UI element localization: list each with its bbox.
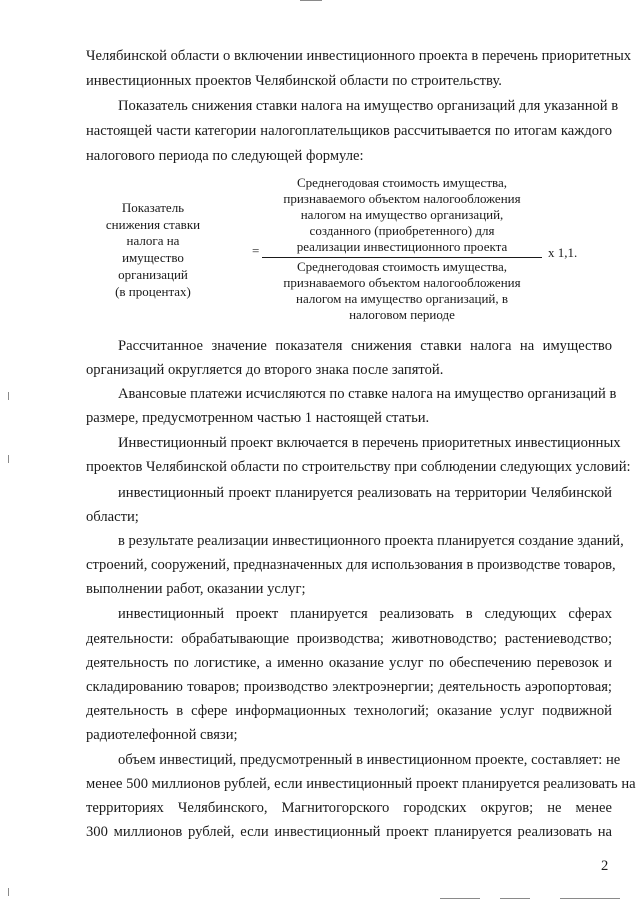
formula-denominator-line: признаваемого объектом налогообложения bbox=[283, 275, 521, 290]
body-line: инвестиционный проект планируется реализовать на территории Челябинской bbox=[118, 485, 612, 501]
body-line: территориях Челябинского, Магнитогорского городских округов; не менее bbox=[86, 800, 612, 816]
scan-mark-top bbox=[300, 0, 322, 1]
body-line: Авансовые платежи исчисляются по ставке налога на имущество организаций в bbox=[118, 386, 617, 402]
paragraph-line: Показатель снижения ставки налога на имущество организаций для указанной в bbox=[118, 98, 619, 114]
formula-left-label bbox=[80, 200, 226, 300]
body-line: менее 500 миллионов рублей, если инвестиционный проект планируется реализовать на bbox=[86, 776, 636, 792]
body-line: радиотелефонной связи; bbox=[86, 727, 238, 743]
paragraph-line: налогового периода по следующей формуле: bbox=[86, 148, 364, 164]
paragraph-line: Челябинской области о включении инвестиционного проекта в перечень приоритетных bbox=[86, 48, 632, 64]
formula-label-line: имущество bbox=[122, 250, 184, 266]
formula-numerator-line: Среднегодовая стоимость имущества, bbox=[297, 175, 507, 190]
formula-label-line: снижения ставки bbox=[105, 216, 201, 232]
paragraph-line: инвестиционных проектов Челябинской области по строительству. bbox=[86, 73, 502, 89]
body-line: складированию товаров; производство электроэнергии; деятельность аэропортовая; bbox=[86, 679, 612, 695]
formula-denominator-line: налоговом периоде bbox=[349, 307, 455, 322]
formula-label-line: налога на bbox=[126, 233, 180, 249]
formula-numerator-line: признаваемого объектом налогообложения bbox=[283, 191, 521, 206]
scan-mark-left-2 bbox=[8, 455, 9, 463]
fraction-bar bbox=[262, 257, 542, 258]
scan-mark-bottom-2 bbox=[500, 898, 530, 899]
page-number: 2 bbox=[601, 858, 609, 874]
formula-label-line: (в процентах) bbox=[115, 283, 191, 299]
formula-denominator-line: Среднегодовая стоимость имущества, bbox=[297, 259, 507, 274]
formula-numerator-line: налогом на имущество организаций, bbox=[300, 207, 504, 222]
body-line: организаций округляется до второго знака после запятой. bbox=[86, 362, 444, 378]
formula-numerator-line: реализации инвестиционного проекта bbox=[296, 239, 508, 254]
body-line: в результате реализации инвестиционного проекта планируется создание зданий, bbox=[118, 533, 624, 549]
formula-label-line: организаций bbox=[118, 266, 188, 282]
scan-mark-left-1 bbox=[8, 392, 9, 400]
body-line: размере, предусмотренном частью 1 настоящей статьи. bbox=[86, 410, 430, 426]
scan-mark-left-3 bbox=[8, 888, 9, 896]
body-line: инвестиционный проект планируется реализовать в следующих сферах bbox=[118, 606, 612, 622]
body-line: выполнении работ, оказании услуг; bbox=[86, 581, 306, 597]
formula-label-line: Показатель bbox=[121, 200, 185, 215]
body-line: области; bbox=[86, 509, 139, 525]
formula-numerator-line: созданного (приобретенного) для bbox=[309, 223, 495, 238]
body-line: деятельности: обрабатывающие производства; животноводство; растениеводство; bbox=[86, 631, 612, 647]
body-line: Инвестиционный проект включается в перечень приоритетных инвестиционных bbox=[118, 435, 621, 451]
formula-equals: = bbox=[252, 243, 260, 258]
formula-multiplier: х 1,1. bbox=[548, 245, 578, 260]
body-line: деятельность в сфере информационных технологий; оказание услуг подвижной bbox=[86, 703, 612, 719]
body-line: 300 миллионов рублей, если инвестиционный проект планируется реализовать на bbox=[86, 824, 612, 840]
body-line: объем инвестиций, предусмотренный в инвестиционном проекте, составляет: не bbox=[118, 752, 621, 768]
scan-mark-bottom-1 bbox=[440, 898, 480, 899]
body-line: Рассчитанное значение показателя снижения ставки налога на имущество bbox=[118, 338, 612, 354]
body-line: деятельность по логистике, а именно оказание услуг по обеспечению перевозок и bbox=[86, 655, 612, 671]
formula-denominator-line: налогом на имущество организаций, в bbox=[295, 291, 508, 306]
scan-mark-bottom-3 bbox=[560, 898, 620, 899]
body-line: проектов Челябинской области по строительству при соблюдении следующих условий: bbox=[86, 459, 631, 475]
body-line: строений, сооружений, предназначенных для использования в производстве товаров, bbox=[86, 557, 616, 573]
paragraph-line: настоящей части категории налогоплательщиков рассчитывается по итогам каждого bbox=[86, 123, 612, 139]
